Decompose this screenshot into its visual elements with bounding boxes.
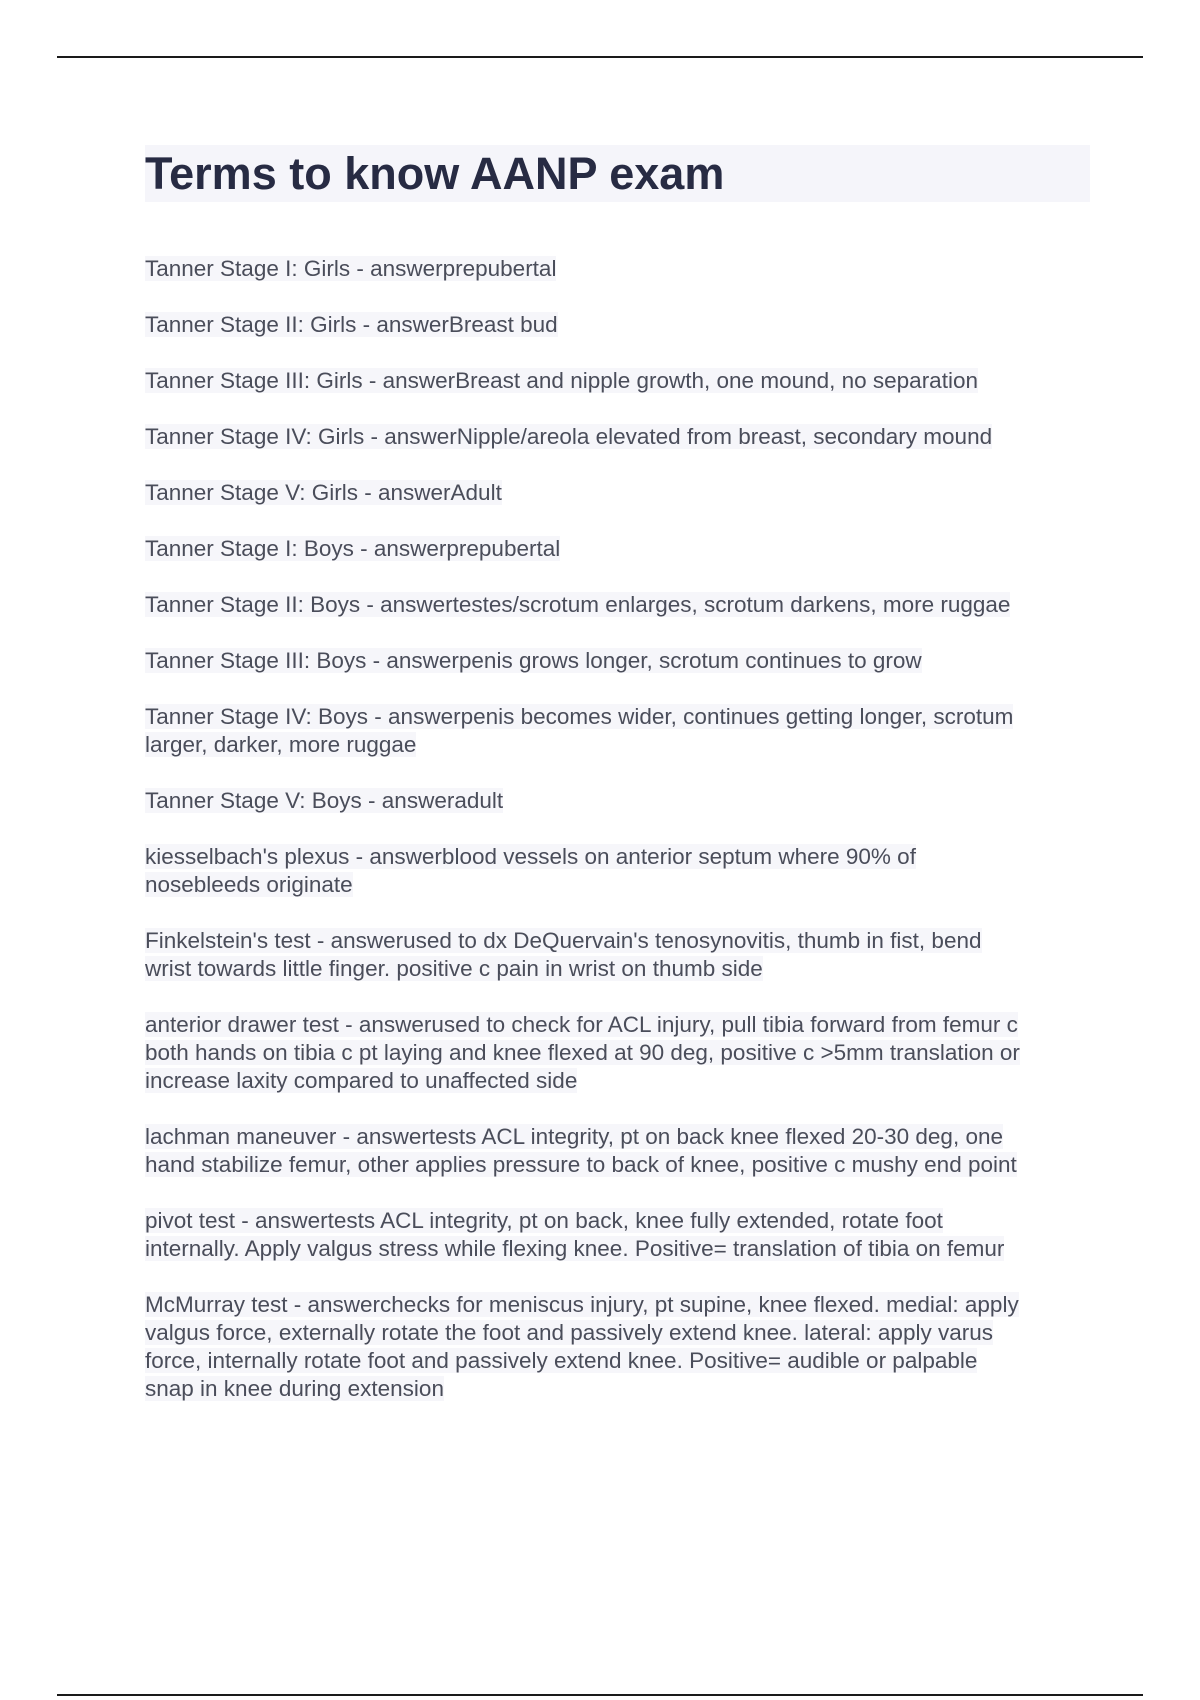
entry-text: Tanner Stage I: Boys - answerprepubertal	[145, 536, 561, 561]
entry-text: lachman maneuver - answertests ACL integrity, pt on back knee flexed 20-30 deg, one hand stabilize femur, other applies pressure to back of knee, positive c mushy end point	[145, 1124, 1017, 1177]
entry-text: kiesselbach's plexus - answerblood vessels on anterior septum where 90% of nosebleeds originate	[145, 844, 916, 897]
list-item	[145, 535, 1090, 563]
entry-text: McMurray test - answerchecks for meniscus injury, pt supine, knee flexed. medial: apply valgus force, externally rotate the foot and passively extend knee. lateral: apply varus force, internally rotate foot and passively extend knee. Positive= audible or palpable snap in knee during extension	[145, 1292, 1019, 1401]
page-title: Terms to know AANP exam	[145, 145, 1090, 202]
entry-text: Tanner Stage V: Girls - answerAdult	[145, 480, 502, 505]
list-item	[145, 367, 1090, 395]
list-item	[145, 591, 1090, 619]
entry-text: Tanner Stage II: Girls - answerBreast bud	[145, 312, 558, 337]
list-item	[145, 1011, 1090, 1095]
header-rule	[57, 56, 1143, 58]
list-item	[145, 479, 1090, 507]
entry-list	[145, 255, 1090, 1403]
list-item	[145, 927, 1090, 983]
entry-text: Tanner Stage II: Boys - answertestes/scrotum enlarges, scrotum darkens, more ruggae	[145, 592, 1011, 617]
list-item	[145, 1291, 1090, 1403]
entry-text: Tanner Stage IV: Girls - answerNipple/areola elevated from breast, secondary mound	[145, 424, 993, 449]
entry-text: Finkelstein's test - answerused to dx DeQuervain's tenosynovitis, thumb in fist, bend wrist towards little finger. positive c pain in wrist on thumb side	[145, 928, 982, 981]
entry-text: Tanner Stage IV: Boys - answerpenis becomes wider, continues getting longer, scrotum larger, darker, more ruggae	[145, 704, 1014, 757]
document-body	[145, 145, 1090, 1431]
list-item	[145, 423, 1090, 451]
list-item	[145, 647, 1090, 675]
entry-text: Tanner Stage III: Girls - answerBreast and nipple growth, one mound, no separation	[145, 368, 978, 393]
list-item	[145, 255, 1090, 283]
entry-text: pivot test - answertests ACL integrity, pt on back, knee fully extended, rotate foot internally. Apply valgus stress while flexing knee. Positive= translation of tibia on femur	[145, 1208, 1005, 1261]
entry-text: Tanner Stage V: Boys - answeradult	[145, 788, 504, 813]
list-item	[145, 311, 1090, 339]
footer-rule	[57, 1694, 1143, 1696]
list-item	[145, 787, 1090, 815]
list-item	[145, 843, 1090, 899]
entry-text: anterior drawer test - answerused to check for ACL injury, pull tibia forward from femur c both hands on tibia c pt laying and knee flexed at 90 deg, positive c >5mm translation or increase laxity compared to unaffected side	[145, 1012, 1020, 1093]
entry-text: Tanner Stage III: Boys - answerpenis grows longer, scrotum continues to grow	[145, 648, 922, 673]
list-item	[145, 1207, 1090, 1263]
list-item	[145, 1123, 1090, 1179]
list-item	[145, 703, 1090, 759]
entry-text: Tanner Stage I: Girls - answerprepubertal	[145, 256, 557, 281]
